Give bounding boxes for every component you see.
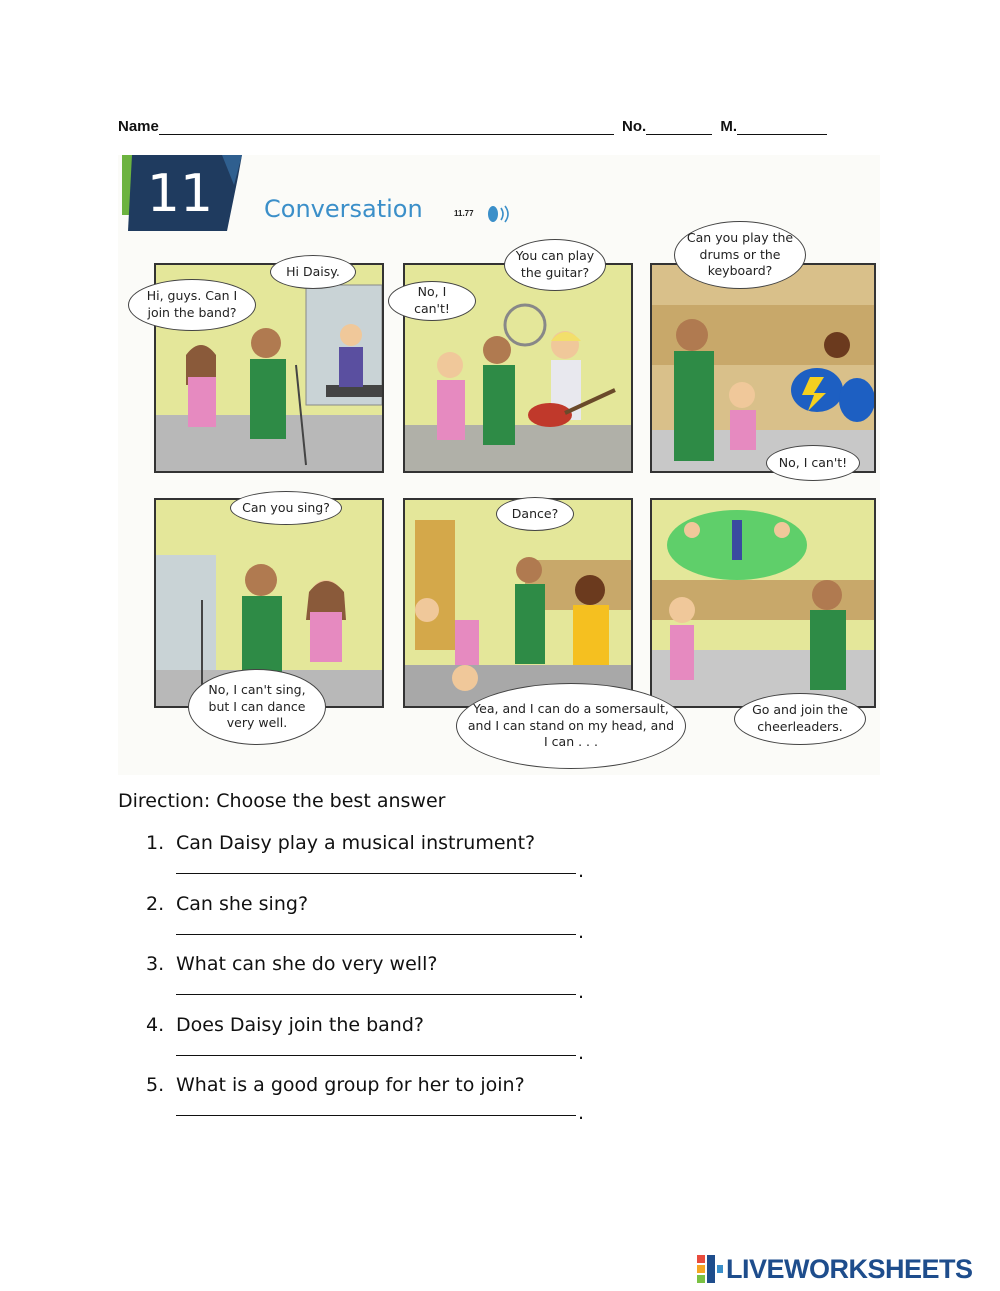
answer-period: . — [578, 860, 585, 882]
speech-bubble-p3-daisy: No, I can't! — [766, 445, 860, 481]
question-text: What is a good group for her to join? — [176, 1074, 525, 1096]
panel-3-illustration — [652, 265, 874, 471]
answer-line[interactable] — [176, 1114, 576, 1116]
number-label: No. — [622, 118, 647, 135]
comic-strip — [118, 155, 880, 775]
name-blank[interactable] — [159, 120, 614, 135]
question-text: What can she do very well? — [176, 953, 438, 975]
liveworksheets-brand[interactable] — [697, 1254, 973, 1284]
question-text: Can Daisy play a musical instrument? — [176, 832, 536, 854]
panel-6-illustration — [652, 500, 874, 706]
speech-bubble-p1-daisy: Hi, guys. Can I join the band? — [128, 279, 256, 331]
question-item — [146, 893, 666, 954]
liveworksheets-logo-icon — [697, 1255, 723, 1283]
question-number: 5. — [146, 1074, 165, 1096]
speech-bubble-p4-daisy: No, I can't sing, but I can dance very well. — [188, 669, 326, 745]
unit-number: 11 — [146, 164, 214, 224]
question-item — [146, 1014, 666, 1075]
number-blank[interactable] — [646, 120, 712, 135]
question-number: 2. — [146, 892, 165, 915]
panel-5-illustration — [405, 500, 631, 706]
audio-icon[interactable] — [484, 203, 514, 225]
direction-text: Direction: Choose the best answer — [118, 790, 446, 812]
unit-badge — [122, 155, 242, 231]
conversation-title: Conversation — [264, 195, 423, 223]
speech-bubble-p6-boy: Go and join the cheerleaders. — [734, 693, 866, 745]
answer-period: . — [578, 920, 585, 943]
speech-bubble-p1-boy: Hi Daisy. — [270, 255, 356, 289]
speech-bubble-p4-boy: Can you sing? — [230, 491, 342, 525]
class-blank[interactable] — [737, 120, 827, 135]
comic-panel-3 — [650, 263, 876, 473]
question-text: Does Daisy join the band? — [176, 1013, 424, 1036]
answer-period: . — [578, 1041, 585, 1064]
answer-line[interactable] — [176, 1054, 576, 1056]
answer-line[interactable] — [176, 933, 576, 935]
class-label: M. — [720, 118, 738, 135]
student-info-line — [118, 118, 878, 135]
question-item — [146, 832, 666, 893]
speech-bubble-p2-daisy: No, I can't! — [388, 281, 476, 321]
speech-bubble-p5-daisy: Yea, and I can do a somersault, and I can stand on my head, and I can . . . — [456, 683, 686, 769]
answer-line[interactable] — [176, 993, 576, 995]
name-label: Name — [118, 118, 159, 135]
question-list — [146, 832, 666, 1135]
answer-period: . — [578, 981, 585, 1003]
track-number: 11.77 — [454, 209, 474, 218]
speech-bubble-p5-boy: Dance? — [496, 497, 574, 531]
question-number: 1. — [146, 832, 165, 854]
brand-name: LIVEWORKSHEETS — [726, 1253, 973, 1284]
comic-panel-6 — [650, 498, 876, 708]
speech-bubble-p2-boy: You can play the guitar? — [504, 239, 606, 291]
question-item — [146, 1074, 666, 1135]
question-number: 4. — [146, 1013, 165, 1036]
question-number: 3. — [146, 953, 165, 975]
question-item — [146, 953, 666, 1014]
answer-period: . — [578, 1102, 585, 1124]
question-text: Can she sing? — [176, 892, 309, 915]
speech-bubble-p3-boy: Can you play the drums or the keyboard? — [674, 221, 806, 289]
answer-line[interactable] — [176, 872, 576, 874]
